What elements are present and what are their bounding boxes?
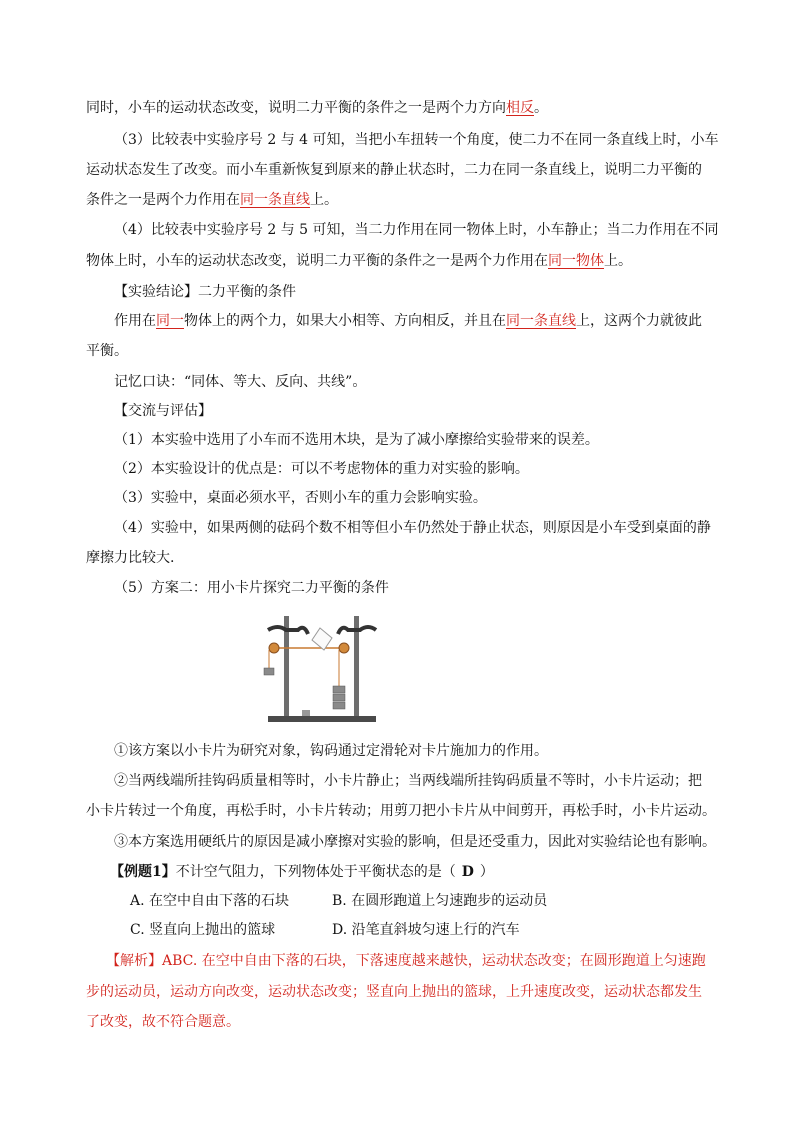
text-line: ②当两线端所挂钩码质量相等时，小卡片静止；当两线端所挂钩码质量不等时，小卡片运动；把 — [114, 773, 702, 789]
analysis-line: 了改变，故不符合题意。 — [86, 1014, 240, 1030]
text-line: 运动状态发生了改变。而小车重新恢复到原来的静止状态时，二力在同一条直线上，说明二力平衡的 — [86, 162, 702, 178]
text-line: （4）比较表中实验序号 2 与 5 可知，当二力作用在同一物体上时，小车静止；当二力作用在不同 — [114, 222, 719, 238]
card-experiment-figure — [262, 612, 382, 724]
option-b: B. 在圆形跑道上匀速跑步的运动员 — [332, 893, 548, 909]
example-label: 【例题1】 — [110, 864, 176, 880]
section-heading: 【交流与评估】 — [114, 403, 212, 419]
answer-blank: 同一条直线 — [240, 192, 310, 208]
option-c: C. 竖直向上抛出的篮球 — [130, 922, 276, 938]
text-line: 作用在同一物体上的两个力，如果大小相等、方向相反，并且在同一条直线上，这两个力就彼此 — [114, 313, 702, 329]
text-line: 记忆口诀：“同体、等大、反向、共线”。 — [114, 374, 367, 390]
option-d: D. 沿笔直斜坡匀速上行的汽车 — [332, 922, 520, 938]
text-line: 小卡片转过一个角度，再松手时，小卡片转动；用剪刀把小卡片从中间剪开，再松手时，小卡片运动。 — [86, 803, 716, 819]
analysis-line: 【解析】ABC. 在空中自由下落的石块，下落速度越来越快，运动状态改变；在圆形跑道上匀速跑 — [106, 953, 706, 969]
answer-blank: 同一物体 — [548, 253, 604, 269]
text-line: （2）本实验设计的优点是：可以不考虑物体的重力对实验的影响。 — [114, 461, 529, 477]
text-line: 平衡。 — [86, 343, 128, 359]
example-answer: D — [461, 864, 474, 880]
text-line: 摩擦力比较大. — [86, 550, 175, 566]
text-line: （3）实验中，桌面必须水平，否则小车的重力会影响实验。 — [114, 490, 487, 506]
text-line: （5）方案二：用小卡片探究二力平衡的条件 — [114, 580, 389, 596]
analysis-line: 步的运动员，运动方向改变，运动状态改变；竖直向上抛出的篮球，上升速度改变，运动状态都发生 — [86, 984, 702, 1000]
text-line: （3）比较表中实验序号 2 与 4 可知，当把小车扭转一个角度，使二力不在同一条直线上时，小车 — [114, 132, 719, 148]
text-line: （1）本实验中选用了小车而不选用木块，是为了减小摩擦给实验带来的误差。 — [114, 432, 599, 448]
section-heading: 【实验结论】二力平衡的条件 — [114, 284, 296, 300]
text-line: 物体上时，小车的运动状态改变，说明二力平衡的条件之一是两个力作用在同一物体上。 — [86, 253, 632, 269]
answer-blank: 相反 — [506, 100, 534, 116]
text-line: ③本方案选用硬纸片的原因是减小摩擦对实验的影响，但是还受重力，因此对实验结论也有影响。 — [114, 834, 716, 850]
text-line: 条件之一是两个力作用在同一条直线上。 — [86, 192, 338, 208]
text-line: ①该方案以小卡片为研究对象，钩码通过定滑轮对卡片施加力的作用。 — [114, 743, 548, 759]
text-line: 同时，小车的运动状态改变，说明二力平衡的条件之一是两个力方向相反。 — [86, 100, 548, 116]
answer-blank: 同一 — [156, 313, 184, 329]
option-a: A. 在空中自由下落的石块 — [130, 893, 290, 909]
example-question: 【例题1】不计空气阻力，下列物体处于平衡状态的是（ D ） — [110, 864, 494, 880]
text-line: （4）实验中，如果两侧的砝码个数不相等但小车仍然处于静止状态，则原因是小车受到桌面的静 — [114, 520, 711, 536]
answer-blank: 同一条直线 — [506, 313, 576, 329]
